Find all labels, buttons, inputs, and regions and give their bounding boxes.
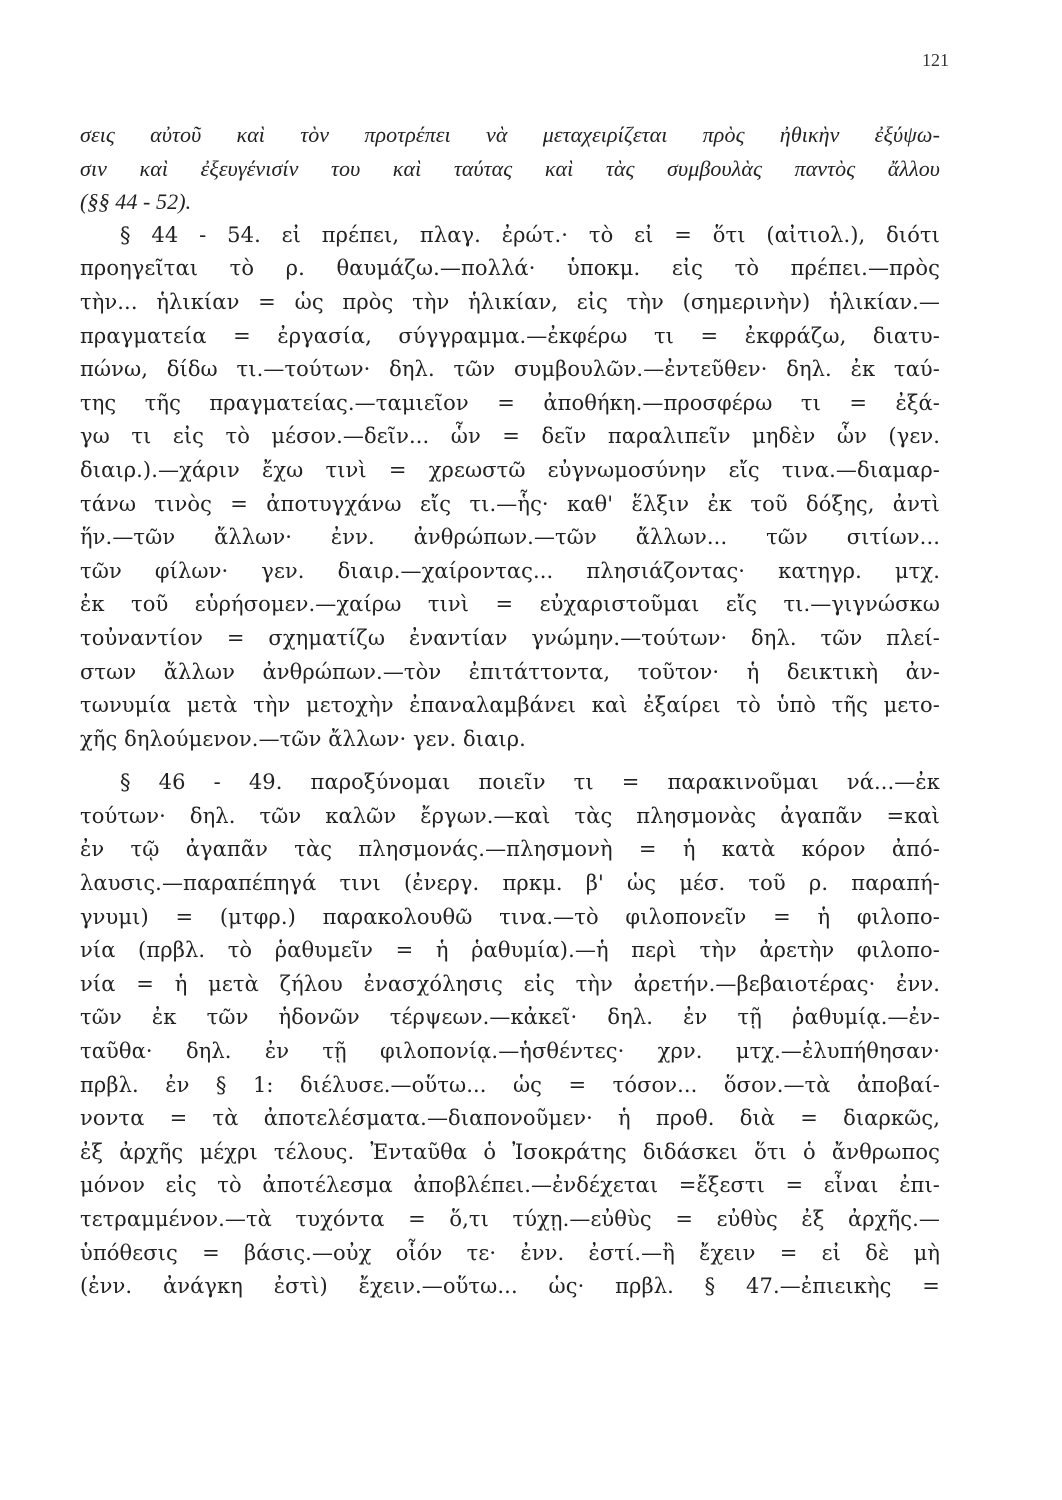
text-line: στων ἄλλων ἀνθρώπων.—τὸν ἐπιτάττοντα, τοῦτον· ἡ δεικτικὴ ἀν- (80, 659, 940, 684)
text-line: νία = ἡ μετὰ ζήλου ἐνασχόλησις εἰς τὴν ἀρετήν.—βεβαιοτέρας· ἐνν. (80, 971, 940, 996)
text-line: σεις αὐτοῦ καὶ τὸν προτρέπει νὰ μεταχειρίζεται πρὸς ἠθικὴν ἐξύψω- (80, 122, 940, 147)
text-line: τάνω τινὸς = ἀποτυγχάνω εἴς τι.—ἧς· καθ' ἕλξιν ἐκ τοῦ δόξης, ἀντὶ (80, 491, 940, 516)
text-line: γνυμι) = (μτφρ.) παρακολουθῶ τινα.—τὸ φιλοπονεῖν = ἡ φιλοπο- (80, 904, 940, 929)
text-line: πρβλ. ἐν § 1: διέλυσε.—οὕτω... ὡς = τόσον... ὅσον.—τὰ ἀποβαί- (80, 1072, 940, 1097)
text-line: τὴν... ἡλικίαν = ὡς πρὸς τὴν ἡλικίαν, εἰς τὴν (σημερινὴν) ἡλικίαν.— (80, 289, 940, 314)
text-line: τῶν ἐκ τῶν ἡδονῶν τέρψεων.—κἀκεῖ· δηλ. ἐν τῇ ῥαθυμίᾳ.—ἐν- (80, 1005, 940, 1030)
text-line: ὑπόθεσις = βάσις.—οὐχ οἷόν τε· ἐνν. ἐστί.—ἢ ἔχειν = εἰ δὲ μὴ (80, 1240, 940, 1265)
text-line: ἐκ τοῦ εὑρήσομεν.—χαίρω τινὶ = εὐχαριστοῦμαι εἴς τι.—γιγνώσκω (80, 592, 940, 617)
text-line: λαυσις.—παραπέπηγά τινι (ἐνεργ. πρκμ. β' ὡς μέσ. τοῦ ρ. παραπή- (80, 871, 940, 896)
text-line: διαιρ.).—χάριν ἔχω τινὶ = χρεωστῶ εὐγνωμοσύνην εἴς τινα.—διαμαρ- (80, 457, 940, 482)
text-line: πραγματεία = ἐργασία, σύγγραμμα.—ἐκφέρω τι = ἐκφράζω, διατυ- (80, 323, 940, 348)
paragraph-44-54 (80, 219, 940, 757)
intro-paragraph (80, 118, 940, 219)
text-line: χῆς δηλούμενον.—τῶν ἄλλων· γεν. διαιρ. (80, 726, 526, 751)
text-line: § 44 - 54. εἰ πρέπει, πλαγ. ἐρώτ.· τὸ εἰ = ὅτι (αἰτιολ.), διότι (120, 222, 940, 247)
commentary-text (80, 118, 940, 1304)
text-line: νία (πρβλ. τὸ ῥαθυμεῖν = ἡ ῥαθυμία).—ἡ περὶ τὴν ἀρετὴν φιλοπο- (80, 938, 940, 963)
text-line: τοὐναντίον = σχηματίζω ἐναντίαν γνώμην.—τούτων· δηλ. τῶν πλεί- (80, 625, 940, 650)
text-line: § 46 - 49. παροξύνομαι ποιεῖν τι = παρακινοῦμαι νά...—ἐκ (120, 770, 940, 795)
text-line: τετραμμένον.—τὰ τυχόντα = ὅ,τι τύχῃ.—εὐθὺς = εὐθὺς ἐξ ἀρχῆς.— (80, 1207, 940, 1231)
text-line: (ἐνν. ἀνάγκη ἐστὶ) ἔχειν.—οὕτω... ὡς· πρβλ. § 47.—ἐπιεικὴς = (80, 1274, 940, 1299)
paragraph-gap (80, 756, 940, 766)
text-line: ἥν.—τῶν ἄλλων· ἐνν. ἀνθρώπων.—τῶν ἄλλων... τῶν σιτίων... (80, 525, 940, 550)
text-line: μόνον εἰς τὸ ἀποτέλεσμα ἀποβλέπει.—ἐνδέχεται =ἔξεστι = εἶναι ἐπι- (80, 1173, 940, 1198)
text-line: τῶν φίλων· γεν. διαιρ.—χαίροντας... πλησιάζοντας· κατηγρ. μτχ. (80, 558, 940, 583)
text-line: (§§ 44 - 52). (80, 189, 192, 215)
text-line: ἐν τῷ ἀγαπᾶν τὰς πλησμονάς.—πλησμονὴ = ἡ κατὰ κόρον ἀπό- (80, 837, 940, 862)
text-line: ταῦθα· δηλ. ἐν τῇ φιλοπονίᾳ.—ἡσθέντες· χρν. μτχ.—ἐλυπήθησαν· (80, 1039, 940, 1064)
text-line: σιν καὶ ἐξευγένισίν του καὶ ταύτας καὶ τὰς συμβουλὰς παντὸς ἄλλου (80, 155, 940, 181)
text-line: γω τι εἰς τὸ μέσον.—δεῖν... ὧν = δεῖν παραλιπεῖν μηδὲν ὧν (γεν. (80, 424, 940, 449)
text-line: προηγεῖται τὸ ρ. θαυμάζω.—πολλά· ὑποκμ. εἰς τὸ πρέπει.—πρὸς (80, 256, 940, 281)
text-line: τωνυμία μετὰ τὴν μετοχὴν ἐπαναλαμβάνει καὶ ἐξαίρει τὸ ὑπὸ τῆς μετο- (80, 693, 940, 718)
text-line: ἐξ ἀρχῆς μέχρι τέλους. Ἐνταῦθα ὁ Ἰσοκράτης διδάσκει ὅτι ὁ ἄνθρωπος (80, 1139, 940, 1164)
text-line: νοντα = τὰ ἀποτελέσματα.—διαπονοῦμεν· ἡ προθ. διὰ = διαρκῶς, (80, 1106, 940, 1131)
paragraph-46-49 (80, 766, 940, 1304)
text-line: της τῆς πραγματείας.—ταμιεῖον = ἀποθήκη.—προσφέρω τι = ἐξά- (80, 390, 940, 415)
page-number: 121 (922, 50, 949, 70)
text-line: πώνω, δίδω τι.—τούτων· δηλ. τῶν συμβουλῶν.—ἐντεῦθεν· δηλ. ἐκ ταύ- (80, 357, 940, 382)
text-line: τούτων· δηλ. τῶν καλῶν ἔργων.—καὶ τὰς πλησμονὰς ἀγαπᾶν =καὶ (80, 803, 940, 828)
